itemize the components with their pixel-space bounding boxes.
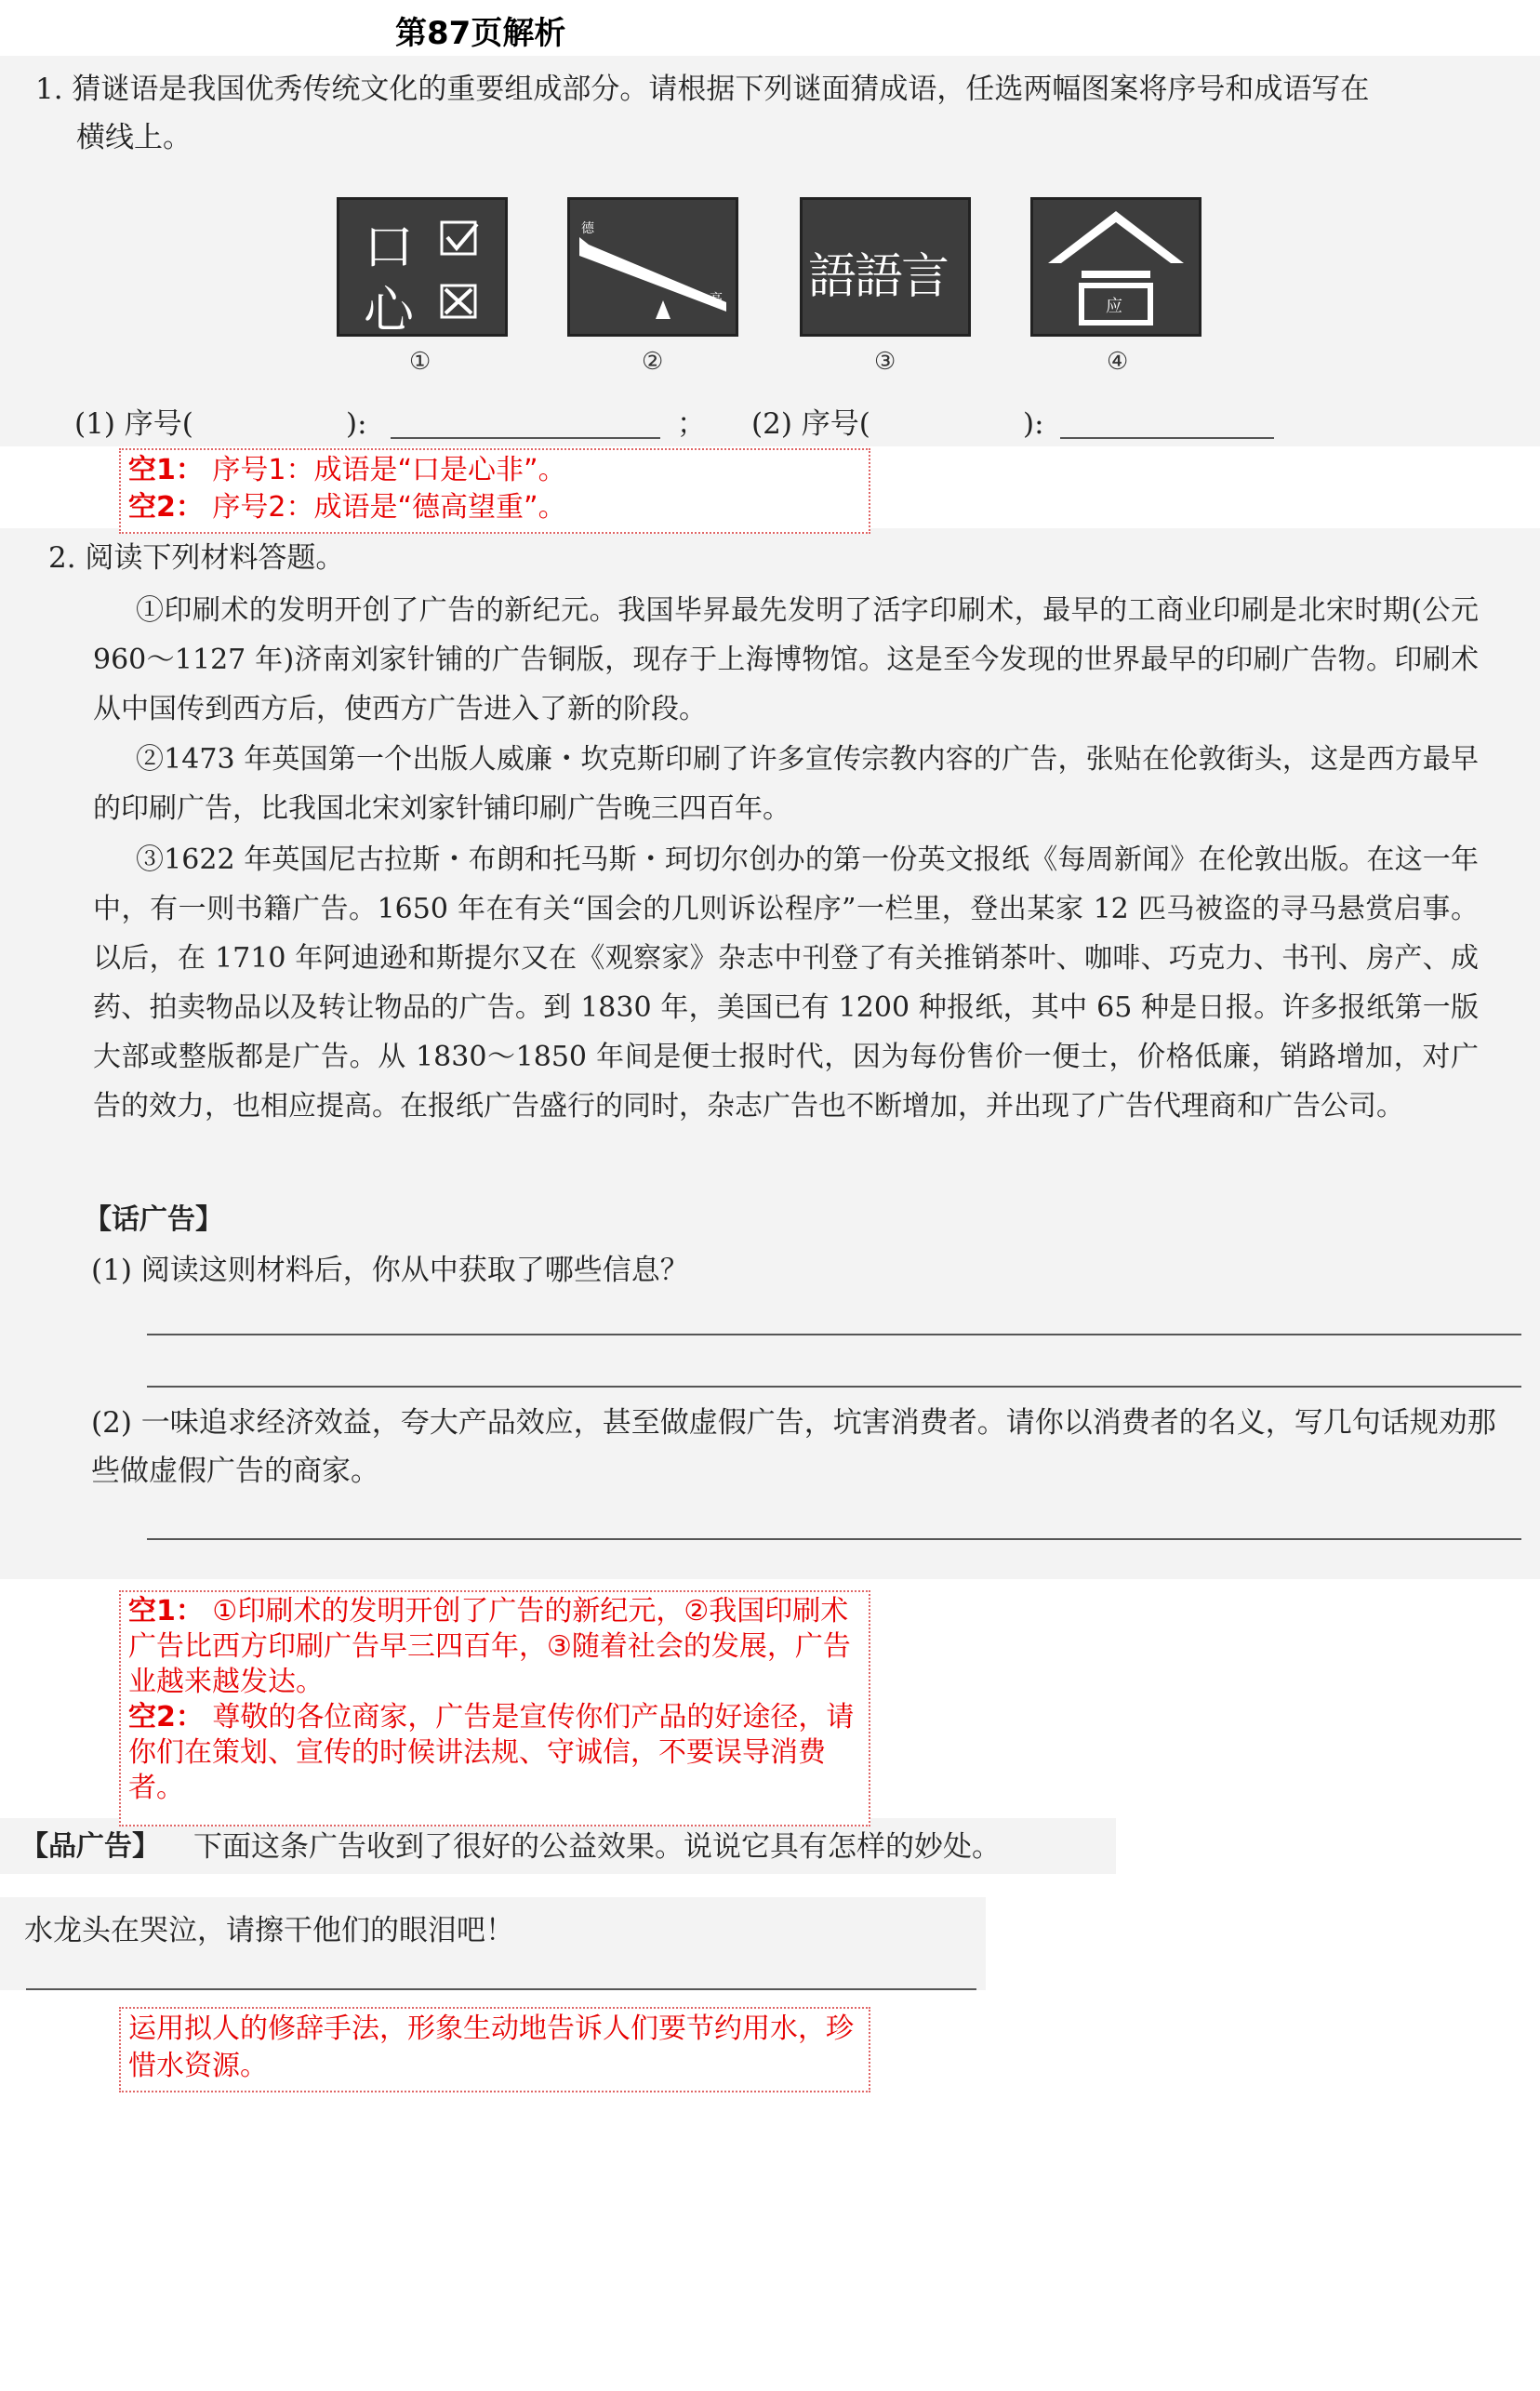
answer-text: 运用拟人的修辞手法，形象生动地告诉人们要节约用水，珍惜水资源。 [128,2012,854,2082]
q1-semicolon: ； [677,407,706,441]
picture-caption-4: ④ [1107,348,1129,376]
seesaw-label-de: 德 [581,221,594,236]
q1-answer-2 [128,489,861,526]
q1-blank2-mid: ): [1023,407,1044,441]
picture-caption-2: ② [642,348,664,376]
seesaw-icon [570,200,736,334]
picture1-char-xin: 心 [364,281,414,339]
answer-text: 序号1：成语是“口是心非”。 [212,454,566,486]
check-box-icon [440,220,481,258]
answer-text: 序号2：成语是“德高望重”。 [212,491,566,524]
scan-region-q1 [0,56,1540,446]
riddle-picture-4 [1030,197,1201,337]
riddle-picture-3 [800,197,971,337]
q2-heading: 2. 阅读下列材料答题。 [48,541,345,575]
picture-caption-1: ① [409,348,431,376]
answer-tag: 空2： [128,1701,204,1733]
q2-paragraph-2: ②1473 年英国第一个出版人威廉・坎克斯印刷了许多宣传宗教内容的广告，张贴在伦敦街头，这是西方最早的印刷广告，比我国北宋刘家针铺印刷广告晚三四百年。 [93,743,1479,825]
q3-slogan: 水龙头在哭泣，请擦干他们的眼泪吧！ [24,1914,514,1947]
riddle-picture-2 [567,197,738,337]
q2-paragraph-1: ①印刷术的发明开创了广告的新纪元。我国毕昇最先发明了活字印刷术，最早的工商业印刷是北宋时期(公元 960～1127 年)济南刘家针铺的广告铜版，现存于上海博物馆。这是至今发现的世界最早的印刷广告物。印刷术从中国传到西方后，使西方广告进入了新的阶段。 [93,594,1479,725]
answer-text: ①印刷术的发明开创了广告的新纪元，②我国印刷术广告比西方印刷广告早三四百年，③随着社会的发展，广告业越来越发达。 [128,1595,851,1698]
q2-paragraph-3: ③1622 年英国尼古拉斯・布朗和托马斯・珂切尔创办的第一份英文报纸《每周新闻》在伦敦出版。在这一年中，有一则书籍广告。1650 年在有关“国会的几则诉讼程序”一栏里，登出某家 12 匹马被盗的寻马悬赏启事。以后，在 1710 年阿迪逊和斯提尔又在《观察家》杂志中刊登了有关推销茶叶、咖啡、巧克力、书刊、房产、成药、拍卖物品以及转让物品的广告。到 1830 年，美国已有 1200 种报纸，其中 65 种是日报。许多报纸第一版大部或整版都是广告。从 1830～1850 年间是便士报时代，因为每份售价一便士，价格低廉，销路增加，对广告的效力，也相应提高。在报纸广告盛行的同时，杂志广告也不断增加，并出现了广告代理商和广告公司。 [93,843,1479,1122]
q1-line1: 1. 猜谜语是我国优秀传统文化的重要组成部分。请根据下列谜面猜成语，任选两幅图案将序号和成语写在 [35,73,1370,106]
q2-answer-1 [128,1594,861,1700]
picture-caption-3: ③ [874,348,896,376]
q1-answer-box [119,448,870,534]
answer-tag: 空1： [128,454,204,486]
q3-answer-box [119,2007,870,2092]
cross-box-icon [440,284,481,321]
picture3-text: 語語言 [808,249,949,305]
q1-blank1-mid: ): [346,407,367,441]
seesaw-label-gao: 高 [710,292,723,307]
picture1-char-kou: 口 [364,218,414,276]
q1-blank1-label: (1) 序号( [74,407,193,441]
section-pin-guanggao: 【品广告】 [20,1830,160,1863]
q2-sub-question-1: (1) 阅读这则材料后，你从中获取了哪些信息？ [91,1254,689,1287]
q1-answer-1 [128,452,861,489]
q1-blank2-label: (2) 序号( [751,407,870,441]
riddle-picture-1 [337,197,508,337]
q1-answer-line-1[interactable] [391,437,660,439]
q2-answer-2 [128,1700,861,1806]
q2-answer-line-3[interactable] [147,1538,1521,1540]
section-hua-guanggao: 【话广告】 [84,1203,223,1236]
q2-answer-line-2[interactable] [147,1386,1521,1388]
page-title: 第87页解析 [395,15,566,52]
q3-answer-line[interactable] [26,1988,976,1990]
q2-sub-question-2: (2) 一味追求经济效益，夸大产品效应，甚至做虚假广告，坑害消费者。请你以消费者的名义，写几句话规劝那些做虚假广告的商家。 [91,1406,1496,1488]
answer-tag: 空1： [128,1595,204,1627]
q1-answer-line-2[interactable] [1060,437,1274,439]
q1-line2: 横线上。 [76,121,192,154]
q2-answer-line-1[interactable] [147,1334,1521,1335]
picture4-char-ying: 应 [1106,297,1122,316]
answer-text: 尊敬的各位商家，广告是宣传你们产品的好途径，请你们在策划、宣传的时候讲法规、守诚信，不要误导消费者。 [128,1701,855,1804]
q3-prompt: 下面这条广告收到了很好的公益效果。说说它具有怎样的妙处。 [193,1830,1001,1864]
answer-tag: 空2： [128,491,204,524]
q2-answer-box [119,1590,870,1826]
